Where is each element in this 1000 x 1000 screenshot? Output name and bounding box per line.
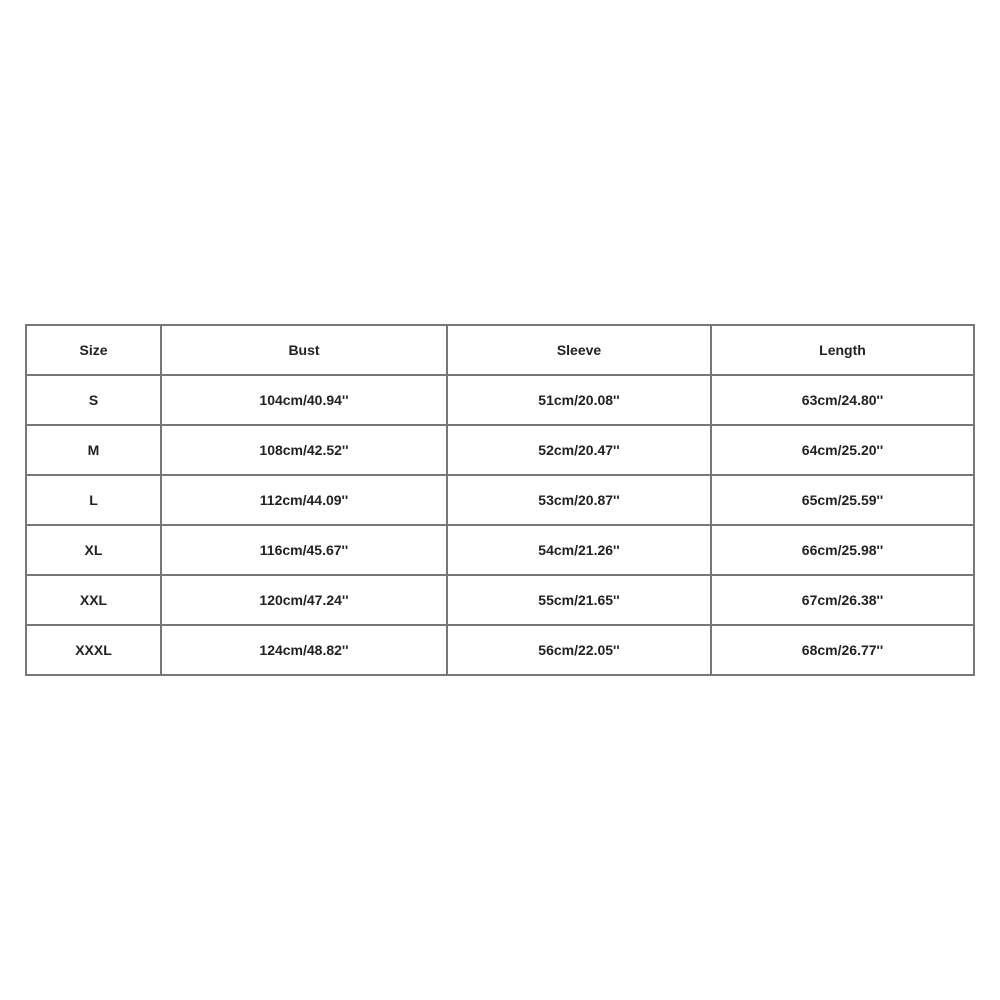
header-bust: Bust [161,325,447,375]
cell-size: M [26,425,161,475]
cell-length: 63cm/24.80'' [711,375,974,425]
cell-size: L [26,475,161,525]
cell-length: 66cm/25.98'' [711,525,974,575]
cell-sleeve: 52cm/20.47'' [447,425,711,475]
table-row [26,475,974,525]
table-row [26,625,974,675]
cell-bust: 108cm/42.52'' [161,425,447,475]
cell-sleeve: 53cm/20.87'' [447,475,711,525]
header-size: Size [26,325,161,375]
cell-size: XXXL [26,625,161,675]
cell-sleeve: 56cm/22.05'' [447,625,711,675]
cell-bust: 124cm/48.82'' [161,625,447,675]
table-header-row [26,325,974,375]
cell-length: 68cm/26.77'' [711,625,974,675]
table-row [26,425,974,475]
cell-bust: 116cm/45.67'' [161,525,447,575]
table-row [26,525,974,575]
table-row [26,375,974,425]
cell-size: XL [26,525,161,575]
cell-length: 65cm/25.59'' [711,475,974,525]
cell-size: XXL [26,575,161,625]
cell-bust: 112cm/44.09'' [161,475,447,525]
cell-size: S [26,375,161,425]
cell-sleeve: 55cm/21.65'' [447,575,711,625]
cell-bust: 104cm/40.94'' [161,375,447,425]
cell-bust: 120cm/47.24'' [161,575,447,625]
cell-sleeve: 54cm/21.26'' [447,525,711,575]
header-sleeve: Sleeve [447,325,711,375]
cell-length: 67cm/26.38'' [711,575,974,625]
cell-length: 64cm/25.20'' [711,425,974,475]
size-chart-table [25,324,975,676]
table-row [26,575,974,625]
header-length: Length [711,325,974,375]
cell-sleeve: 51cm/20.08'' [447,375,711,425]
